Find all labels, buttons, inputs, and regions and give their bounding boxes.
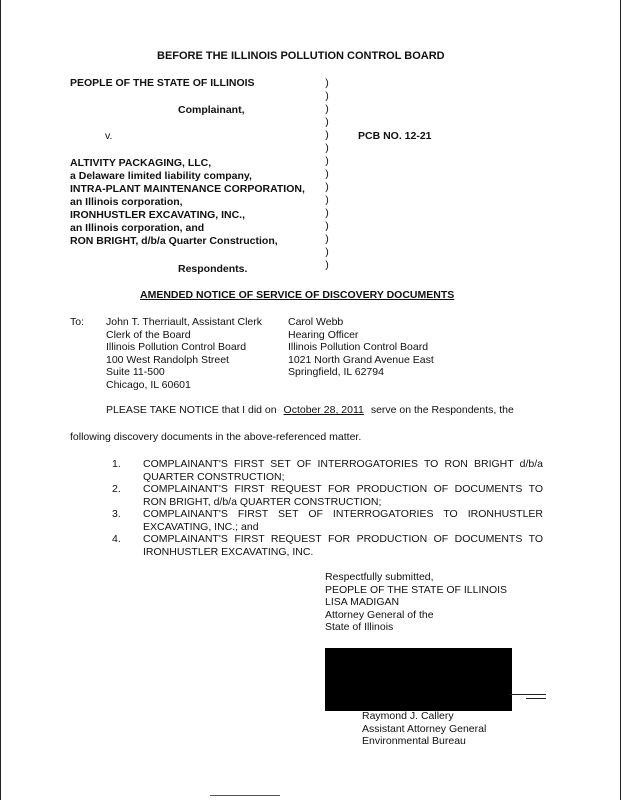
caption-paren: ) [325, 233, 329, 245]
caption-paren: ) [325, 90, 329, 102]
caption-paren: ) [325, 77, 329, 89]
redacted-signature [325, 648, 512, 711]
defendant-line: an Illinois corporation, [70, 196, 183, 208]
versus-label: v. [105, 130, 113, 142]
recipient-line: Hearing Officer [288, 328, 359, 341]
signer-name: Raymond J. Callery [362, 710, 454, 722]
signature-line [510, 694, 546, 695]
attorney-general-name: LISA MADIGAN [325, 596, 400, 608]
caption-paren: ) [325, 103, 329, 115]
notice-body-line2: following discovery documents in the above-referenced matter. [70, 431, 362, 443]
caption-paren: ) [325, 181, 329, 193]
caption-paren: ) [325, 168, 329, 180]
document-heading: BEFORE THE ILLINOIS POLLUTION CONTROL BOARD [157, 50, 445, 62]
plaintiff-name: PEOPLE OF THE STATE OF ILLINOIS [70, 77, 255, 89]
defendant-line: ALTIVITY PACKAGING, LLC, [70, 157, 212, 169]
defendant-line: IRONHUSTLER EXCAVATING, INC., [70, 209, 246, 221]
service-date: October 28, 2011 [283, 404, 364, 416]
defendant-line: RON BRIGHT, d/b/a Quarter Construction, [70, 235, 278, 247]
caption-paren: ) [325, 116, 329, 128]
recipient-line: Illinois Pollution Control Board [106, 341, 247, 353]
to-label: To: [70, 316, 85, 328]
list-item: COMPLAINANT'S FIRST SET OF INTERROGATORIES TO IRONHUSTLER EXCAVATING, INC.; and [143, 508, 543, 533]
closing-line: Respectfully submitted, [325, 571, 434, 583]
list-item: COMPLAINANT'S FIRST REQUEST FOR PRODUCTION OF DOCUMENTS TO IRONHUSTLER EXCAVATING, INC. [143, 533, 543, 558]
caption-paren: ) [325, 142, 329, 154]
defendant-line: an Illinois corporation, and [70, 222, 205, 234]
caption-paren: ) [325, 220, 329, 232]
list-number: 1. [112, 458, 121, 470]
recipient-line: Springfield, IL 62794 [288, 366, 384, 378]
page-right-border [620, 0, 621, 800]
list-number: 4. [112, 533, 121, 545]
recipient-line: Illinois Pollution Control Board [288, 341, 429, 353]
caption-paren: ) [325, 194, 329, 206]
recipient-line: Suite 11-500 [106, 366, 165, 378]
signer-title: Assistant Attorney General [362, 722, 487, 735]
list-number: 2. [112, 483, 121, 495]
complainant-label: Complainant, [178, 104, 245, 116]
defendant-line: INTRA-PLANT MAINTENANCE CORPORATION, [70, 183, 305, 195]
attorney-general-state: State of Illinois [325, 621, 394, 633]
recipient-line: 1021 North Grand Avenue East [288, 353, 434, 366]
recipient-line: Clerk of the Board [106, 328, 191, 341]
case-number: PCB NO. 12-21 [358, 130, 432, 142]
respondents-label: Respondents. [178, 263, 248, 275]
list-item: COMPLAINANT'S FIRST SET OF INTERROGATORIES TO RON BRIGHT d/b/a QUARTER CONSTRUCTION; [143, 458, 543, 483]
signer-bureau: Environmental Bureau [362, 735, 466, 747]
notice-body-suffix: serve on the Respondents, the [370, 404, 514, 416]
recipient-hearing-officer [288, 316, 434, 379]
recipient-line: Carol Webb [288, 316, 344, 328]
caption-paren: ) [325, 246, 329, 258]
defendant-line: a Delaware limited liability company, [70, 170, 252, 182]
caption-paren: ) [325, 155, 329, 167]
recipient-line: 100 West Randolph Street [106, 353, 229, 366]
recipient-line: Chicago, IL 60601 [106, 378, 191, 391]
recipient-line: John T. Therriault, Assistant Clerk [106, 316, 263, 328]
signature-line [526, 698, 546, 699]
caption-paren: ) [325, 207, 329, 219]
list-number: 3. [112, 508, 121, 520]
attorney-general-title: Attorney General of the [325, 608, 434, 621]
signature-org: PEOPLE OF THE STATE OF ILLINOIS [325, 583, 508, 596]
caption-paren: ) [325, 259, 329, 271]
list-item: COMPLAINANT'S FIRST REQUEST FOR PRODUCTION OF DOCUMENTS TO RON BRIGHT, d/b/a QUARTER CONSTRUCTION; [143, 483, 543, 508]
notice-body-line1 [106, 404, 514, 416]
signature-block [325, 571, 507, 634]
signer-block [362, 710, 486, 748]
bottom-rule [210, 795, 280, 796]
caption-paren: ) [325, 129, 329, 141]
notice-body-prefix: PLEASE TAKE NOTICE that I did on [106, 404, 277, 416]
notice-title: AMENDED NOTICE OF SERVICE OF DISCOVERY DOCUMENTS [140, 289, 455, 301]
recipient-clerk [106, 316, 262, 391]
page-left-border [0, 0, 1, 800]
